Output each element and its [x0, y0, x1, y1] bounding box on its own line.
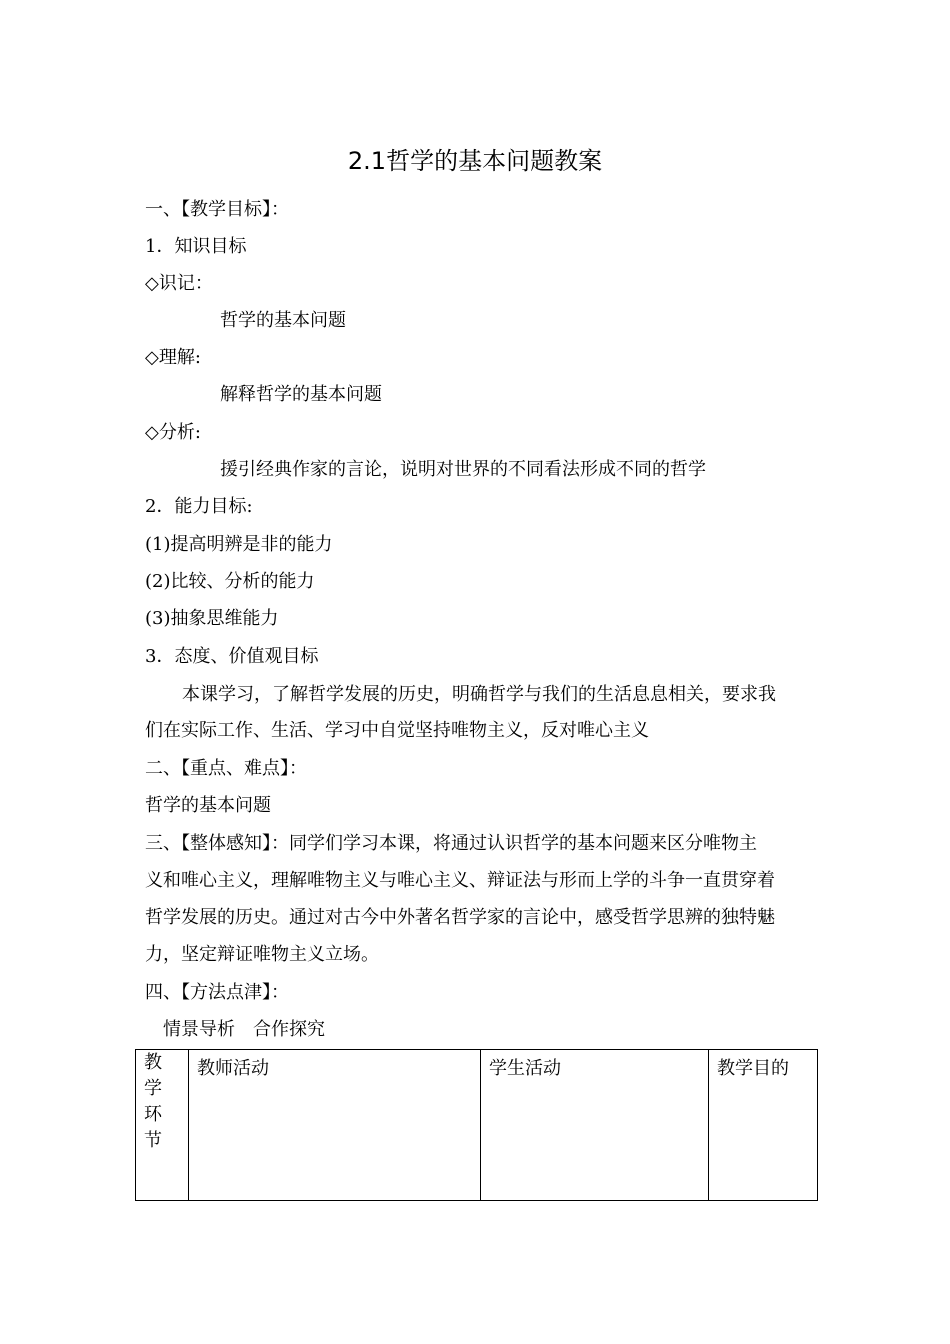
ability-item: (2)比较、分析的能力 [145, 571, 315, 592]
teaching-stage-header [136, 1050, 189, 1201]
recall-label: ◇识记： [145, 273, 213, 294]
section-3-line: 力，坚定辩证唯物主义立场。 [145, 944, 379, 965]
ability-item: (3)抽象思维能力 [145, 608, 279, 629]
section-1-heading: 一、【教学目标】： [145, 199, 289, 220]
ability-item: (1)提高明辨是非的能力 [145, 534, 333, 555]
section-3-line: 三、【整体感知】：同学们学习本课，将通过认识哲学的基本问题来区分唯物主 [145, 833, 757, 854]
attitude-paragraph-line: 本课学习，了解哲学发展的历史，明确哲学与我们的生活息息相关，要求我 [182, 684, 776, 705]
attitude-paragraph-line: 们在实际工作、生活、学习中自觉坚持唯物主义，反对唯心主义 [145, 720, 649, 741]
knowledge-goal-heading: 1．知识目标 [145, 236, 247, 257]
page-title: 2.1哲学的基本问题教案 [347, 147, 603, 175]
lesson-table [135, 1049, 818, 1201]
teaching-purpose-header: 教学目的 [709, 1050, 818, 1201]
section-2-heading: 二、【重点、难点】： [145, 758, 307, 779]
student-activity-header: 学生活动 [481, 1050, 709, 1201]
table-row [136, 1050, 818, 1201]
ability-goal-heading: 2．能力目标: [145, 496, 253, 517]
attitude-goal-heading: 3．态度、价值观目标 [145, 646, 319, 667]
analyze-label: ◇分析: [145, 422, 201, 443]
analyze-content: 援引经典作家的言论，说明对世界的不同看法形成不同的哲学 [220, 459, 706, 480]
section-4-heading: 四、【方法点津】： [145, 982, 289, 1003]
teaching-stage-char: 环 [144, 1104, 162, 1125]
understand-label: ◇理解: [145, 347, 201, 368]
recall-content: 哲学的基本问题 [220, 310, 346, 331]
teaching-stage-char: 教 [144, 1052, 162, 1073]
teaching-stage-char: 学 [144, 1078, 162, 1099]
teacher-activity-header: 教师活动 [189, 1050, 481, 1201]
understand-content: 解释哲学的基本问题 [220, 384, 382, 405]
section-2-content: 哲学的基本问题 [145, 795, 271, 816]
section-4-content: 情景导析 合作探究 [163, 1019, 325, 1040]
teaching-stage-char: 节 [144, 1130, 162, 1151]
section-3-line: 哲学发展的历史。通过对古今中外著名哲学家的言论中，感受哲学思辨的独特魅 [145, 907, 775, 928]
section-3-line: 义和唯心主义，理解唯物主义与唯心主义、辩证法与形而上学的斗争一直贯穿着 [145, 870, 775, 891]
